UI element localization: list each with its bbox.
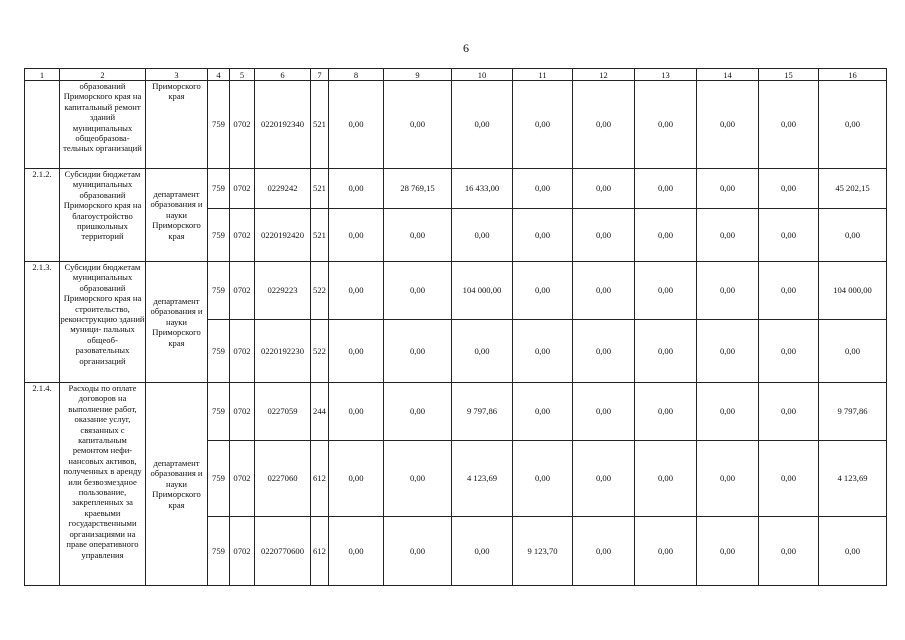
amount-cell: 0,00 <box>329 169 384 209</box>
amount-cell: 0,00 <box>635 81 697 169</box>
column-number-header: 10 <box>452 69 513 81</box>
row-index <box>25 81 60 169</box>
row-index: 2.1.2. <box>25 169 60 262</box>
budget-table <box>24 68 887 586</box>
department-name: департамент образования и науки Приморского края <box>146 169 208 262</box>
section-code: 0702 <box>230 320 255 383</box>
amount-cell: 0,00 <box>573 262 635 320</box>
section-code: 0702 <box>230 517 255 586</box>
column-number-header: 16 <box>819 69 887 81</box>
amount-cell: 0,00 <box>452 81 513 169</box>
amount-cell: 0,00 <box>635 262 697 320</box>
department-name: департамент образования и науки Приморского края <box>146 262 208 383</box>
row-index: 2.1.4. <box>25 383 60 586</box>
amount-cell: 4 123,69 <box>452 441 513 517</box>
expense-type-code: 521 <box>311 169 329 209</box>
column-number-header: 11 <box>513 69 573 81</box>
amount-cell: 0,00 <box>819 517 887 586</box>
amount-cell: 0,00 <box>819 209 887 262</box>
section-code: 0702 <box>230 262 255 320</box>
amount-cell: 0,00 <box>384 81 452 169</box>
amount-cell: 0,00 <box>452 320 513 383</box>
target-article-code: 0220770600 <box>255 517 311 586</box>
amount-cell: 0,00 <box>452 209 513 262</box>
column-number-header: 8 <box>329 69 384 81</box>
amount-cell: 0,00 <box>513 169 573 209</box>
ministry-code: 759 <box>208 209 230 262</box>
amount-cell: 0,00 <box>697 441 759 517</box>
amount-cell: 0,00 <box>635 383 697 441</box>
amount-cell: 0,00 <box>635 441 697 517</box>
column-number-header: 1 <box>25 69 60 81</box>
expense-name: Расходы по оплате договоров на выполнение работ, оказание услуг, связанных с капитальным ремонтом нефи- нансовых активов, полученных в аренду или безвозмездное пользование, закрепленных за краевыми государственными организациями на праве оперативного управления <box>60 383 146 586</box>
target-article-code: 0220192230 <box>255 320 311 383</box>
table-row <box>25 81 887 169</box>
amount-cell: 104 000,00 <box>452 262 513 320</box>
amount-cell: 0,00 <box>513 320 573 383</box>
amount-cell: 0,00 <box>329 81 384 169</box>
amount-cell: 28 769,15 <box>384 169 452 209</box>
amount-cell: 0,00 <box>329 262 384 320</box>
section-code: 0702 <box>230 169 255 209</box>
department-name: Приморского края <box>146 81 208 169</box>
table-body <box>25 69 887 586</box>
expense-type-code: 522 <box>311 320 329 383</box>
ministry-code: 759 <box>208 383 230 441</box>
amount-cell: 0,00 <box>573 209 635 262</box>
column-number-header: 7 <box>311 69 329 81</box>
column-number-header: 2 <box>60 69 146 81</box>
amount-cell: 4 123,69 <box>819 441 887 517</box>
column-number-header: 5 <box>230 69 255 81</box>
amount-cell: 0,00 <box>573 320 635 383</box>
amount-cell: 0,00 <box>573 517 635 586</box>
amount-cell: 0,00 <box>635 209 697 262</box>
amount-cell: 9 797,86 <box>452 383 513 441</box>
target-article-code: 0229223 <box>255 262 311 320</box>
target-article-code: 0220192340 <box>255 81 311 169</box>
amount-cell: 0,00 <box>513 209 573 262</box>
amount-cell: 0,00 <box>759 320 819 383</box>
amount-cell: 0,00 <box>759 81 819 169</box>
target-article-code: 0229242 <box>255 169 311 209</box>
amount-cell: 0,00 <box>635 320 697 383</box>
target-article-code: 0227059 <box>255 383 311 441</box>
column-number-header: 4 <box>208 69 230 81</box>
ministry-code: 759 <box>208 81 230 169</box>
expense-type-code: 244 <box>311 383 329 441</box>
amount-cell: 0,00 <box>329 383 384 441</box>
ministry-code: 759 <box>208 169 230 209</box>
table-row <box>25 262 887 320</box>
amount-cell: 0,00 <box>573 441 635 517</box>
amount-cell: 0,00 <box>697 209 759 262</box>
expense-type-code: 612 <box>311 517 329 586</box>
amount-cell: 0,00 <box>573 383 635 441</box>
expense-type-code: 521 <box>311 81 329 169</box>
amount-cell: 45 202,15 <box>819 169 887 209</box>
column-number-header: 15 <box>759 69 819 81</box>
column-number-header: 9 <box>384 69 452 81</box>
amount-cell: 0,00 <box>819 81 887 169</box>
amount-cell: 0,00 <box>384 320 452 383</box>
amount-cell: 0,00 <box>573 81 635 169</box>
table-row <box>25 169 887 209</box>
amount-cell: 9 123,70 <box>513 517 573 586</box>
amount-cell: 0,00 <box>452 517 513 586</box>
section-code: 0702 <box>230 441 255 517</box>
amount-cell: 0,00 <box>329 441 384 517</box>
ministry-code: 759 <box>208 517 230 586</box>
amount-cell: 0,00 <box>384 209 452 262</box>
amount-cell: 9 797,86 <box>819 383 887 441</box>
expense-name: образований Приморского края на капитальный ремонт зданий муниципальных общеобразова- тельных организаций <box>60 81 146 169</box>
ministry-code: 759 <box>208 262 230 320</box>
amount-cell: 0,00 <box>329 209 384 262</box>
expense-type-code: 612 <box>311 441 329 517</box>
amount-cell: 0,00 <box>384 383 452 441</box>
ministry-code: 759 <box>208 320 230 383</box>
amount-cell: 0,00 <box>697 81 759 169</box>
amount-cell: 0,00 <box>573 169 635 209</box>
page-number: 6 <box>463 41 469 55</box>
amount-cell: 0,00 <box>384 262 452 320</box>
section-code: 0702 <box>230 81 255 169</box>
amount-cell: 0,00 <box>329 517 384 586</box>
amount-cell: 0,00 <box>635 169 697 209</box>
department-name: департамент образования и науки Приморского края <box>146 383 208 586</box>
amount-cell: 0,00 <box>759 169 819 209</box>
amount-cell: 0,00 <box>513 441 573 517</box>
amount-cell: 0,00 <box>697 262 759 320</box>
amount-cell: 16 433,00 <box>452 169 513 209</box>
amount-cell: 0,00 <box>697 169 759 209</box>
amount-cell: 0,00 <box>759 441 819 517</box>
amount-cell: 0,00 <box>513 262 573 320</box>
table-row <box>25 383 887 441</box>
amount-cell: 0,00 <box>635 517 697 586</box>
amount-cell: 0,00 <box>759 209 819 262</box>
amount-cell: 0,00 <box>697 320 759 383</box>
amount-cell: 0,00 <box>513 383 573 441</box>
row-index: 2.1.3. <box>25 262 60 383</box>
header-row <box>25 69 887 81</box>
amount-cell: 0,00 <box>759 262 819 320</box>
amount-cell: 0,00 <box>697 383 759 441</box>
section-code: 0702 <box>230 209 255 262</box>
amount-cell: 0,00 <box>819 320 887 383</box>
column-number-header: 14 <box>697 69 759 81</box>
expense-name: Субсидии бюджетам муниципальных образований Приморского края на строительство, реконструкцию зданий муници- пальных общеоб- разовательных организаций <box>60 262 146 383</box>
expense-name: Субсидии бюджетам муниципальных образований Приморского края на благоустройство пришкольных территорий <box>60 169 146 262</box>
column-number-header: 13 <box>635 69 697 81</box>
ministry-code: 759 <box>208 441 230 517</box>
section-code: 0702 <box>230 383 255 441</box>
column-number-header: 12 <box>573 69 635 81</box>
target-article-code: 0220192420 <box>255 209 311 262</box>
expense-type-code: 522 <box>311 262 329 320</box>
amount-cell: 0,00 <box>759 383 819 441</box>
amount-cell: 0,00 <box>384 441 452 517</box>
amount-cell: 0,00 <box>384 517 452 586</box>
target-article-code: 0227060 <box>255 441 311 517</box>
column-number-header: 6 <box>255 69 311 81</box>
amount-cell: 0,00 <box>513 81 573 169</box>
amount-cell: 0,00 <box>329 320 384 383</box>
amount-cell: 0,00 <box>697 517 759 586</box>
column-number-header: 3 <box>146 69 208 81</box>
amount-cell: 104 000,00 <box>819 262 887 320</box>
amount-cell: 0,00 <box>759 517 819 586</box>
expense-type-code: 521 <box>311 209 329 262</box>
